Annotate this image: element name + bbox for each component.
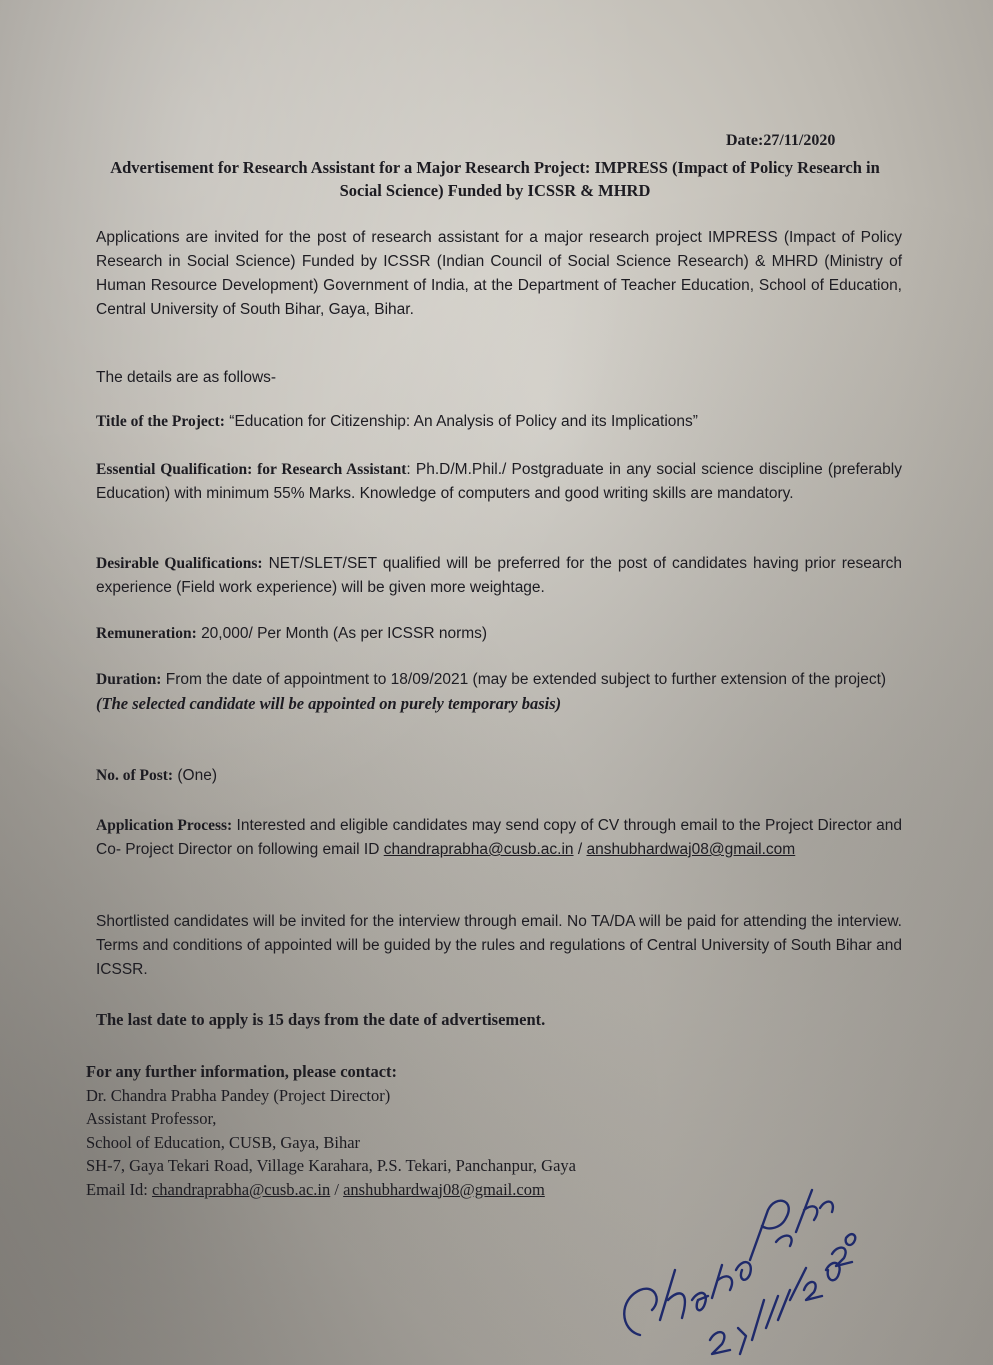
contact-email-1[interactable]: chandraprabha@cusb.ac.in bbox=[151, 1179, 331, 1199]
desirable-value: NET/SLET/SET qualified will be preferred for the post of candidates having prior research experience (Field work experience) will be given more weightage. bbox=[96, 555, 902, 596]
duration-value: From the date of appointment to 18/09/2021 (may be extended subject to further extension of the project) bbox=[165, 671, 887, 688]
advertisement-title: Advertisement for Research Assistant for a Major Research Project: IMPRESS (Impact of Policy Research in Social Science) Funded by ICSSR & MHRD bbox=[110, 158, 880, 200]
shortlist-paragraph: Shortlisted candidates will be invited for the interview through email. No TA/DA will be paid for attending the interview. Terms and conditions of appointed will be guided by the rules and regulations of Central University of South Bihar and ICSSR. bbox=[96, 913, 902, 978]
application-process-section bbox=[96, 814, 902, 862]
duration-label: Duration: bbox=[96, 671, 162, 688]
duration-section bbox=[96, 668, 902, 717]
posts-label: No. of Post: bbox=[96, 767, 174, 784]
duration-note: (The selected candidate will be appointed on purely temporary basis) bbox=[96, 694, 562, 713]
details-intro: The details are as follows- bbox=[96, 369, 277, 386]
application-email-2[interactable]: anshubhardwaj08@gmail.com bbox=[586, 841, 796, 858]
contact-name: Dr. Chandra Prabha Pandey (Project Director) bbox=[86, 1085, 391, 1105]
remuneration-section bbox=[96, 622, 902, 646]
last-date-notice: The last date to apply is 15 days from the date of advertisement. bbox=[96, 1010, 546, 1029]
contact-school: School of Education, CUSB, Gaya, Bihar bbox=[86, 1132, 361, 1152]
application-email-1[interactable]: chandraprabha@cusb.ac.in bbox=[383, 841, 574, 858]
essential-label: Essential Qualification: for Research Assistant bbox=[96, 461, 407, 478]
handwritten-signature bbox=[600, 1150, 860, 1360]
desirable-qualification-section bbox=[96, 552, 902, 600]
contact-heading: For any further information, please contact: bbox=[86, 1062, 398, 1081]
contact-designation: Assistant Professor, bbox=[86, 1109, 217, 1128]
project-title-label: Title of the Project: bbox=[96, 413, 225, 430]
desirable-label: Desirable Qualifications: bbox=[96, 555, 263, 572]
application-label: Application Process: bbox=[96, 817, 233, 834]
remuneration-label: Remuneration: bbox=[96, 625, 197, 642]
intro-paragraph: Applications are invited for the post of research assistant for a major research project IMPRESS (Impact of Policy Research in Social Science) Funded by ICSSR (Indian Council of Social Science Research) & MHRD (Ministry of Human Resource Development) Government of India, at the Department of Teacher Education, School of Education, Central University of South Bihar, Gaya, Bihar. bbox=[96, 229, 902, 318]
essential-qualification-section bbox=[96, 458, 902, 506]
contact-address: SH-7, Gaya Tekari Road, Village Karahara, P.S. Tekari, Panchanpur, Gaya bbox=[86, 1156, 576, 1175]
posts-value: (One) bbox=[177, 767, 217, 784]
remuneration-value: 20,000/ Per Month (As per ICSSR norms) bbox=[201, 625, 488, 642]
posts-section bbox=[96, 764, 902, 788]
project-title-value: “Education for Citizenship: An Analysis of Policy and its Implications” bbox=[229, 413, 698, 430]
document-date: Date:27/11/2020 bbox=[726, 132, 836, 149]
project-title-section bbox=[96, 410, 902, 434]
essential-value: : Ph.D/M.Phil./ Postgraduate in any social science discipline (preferably Education) with minimum 55% Marks. Knowledge of computers and good writing skills are mandatory. bbox=[96, 461, 902, 502]
contact-email-2[interactable]: anshubhardwaj08@gmail.com bbox=[343, 1179, 545, 1199]
application-email-separator: / bbox=[577, 841, 583, 858]
contact-email-label: Email Id: bbox=[86, 1179, 148, 1199]
contact-email-separator: / bbox=[334, 1179, 339, 1199]
application-value: Interested and eligible candidates may send copy of CV through email to the Project Director and Co- Project Director on following email ID bbox=[96, 817, 902, 858]
